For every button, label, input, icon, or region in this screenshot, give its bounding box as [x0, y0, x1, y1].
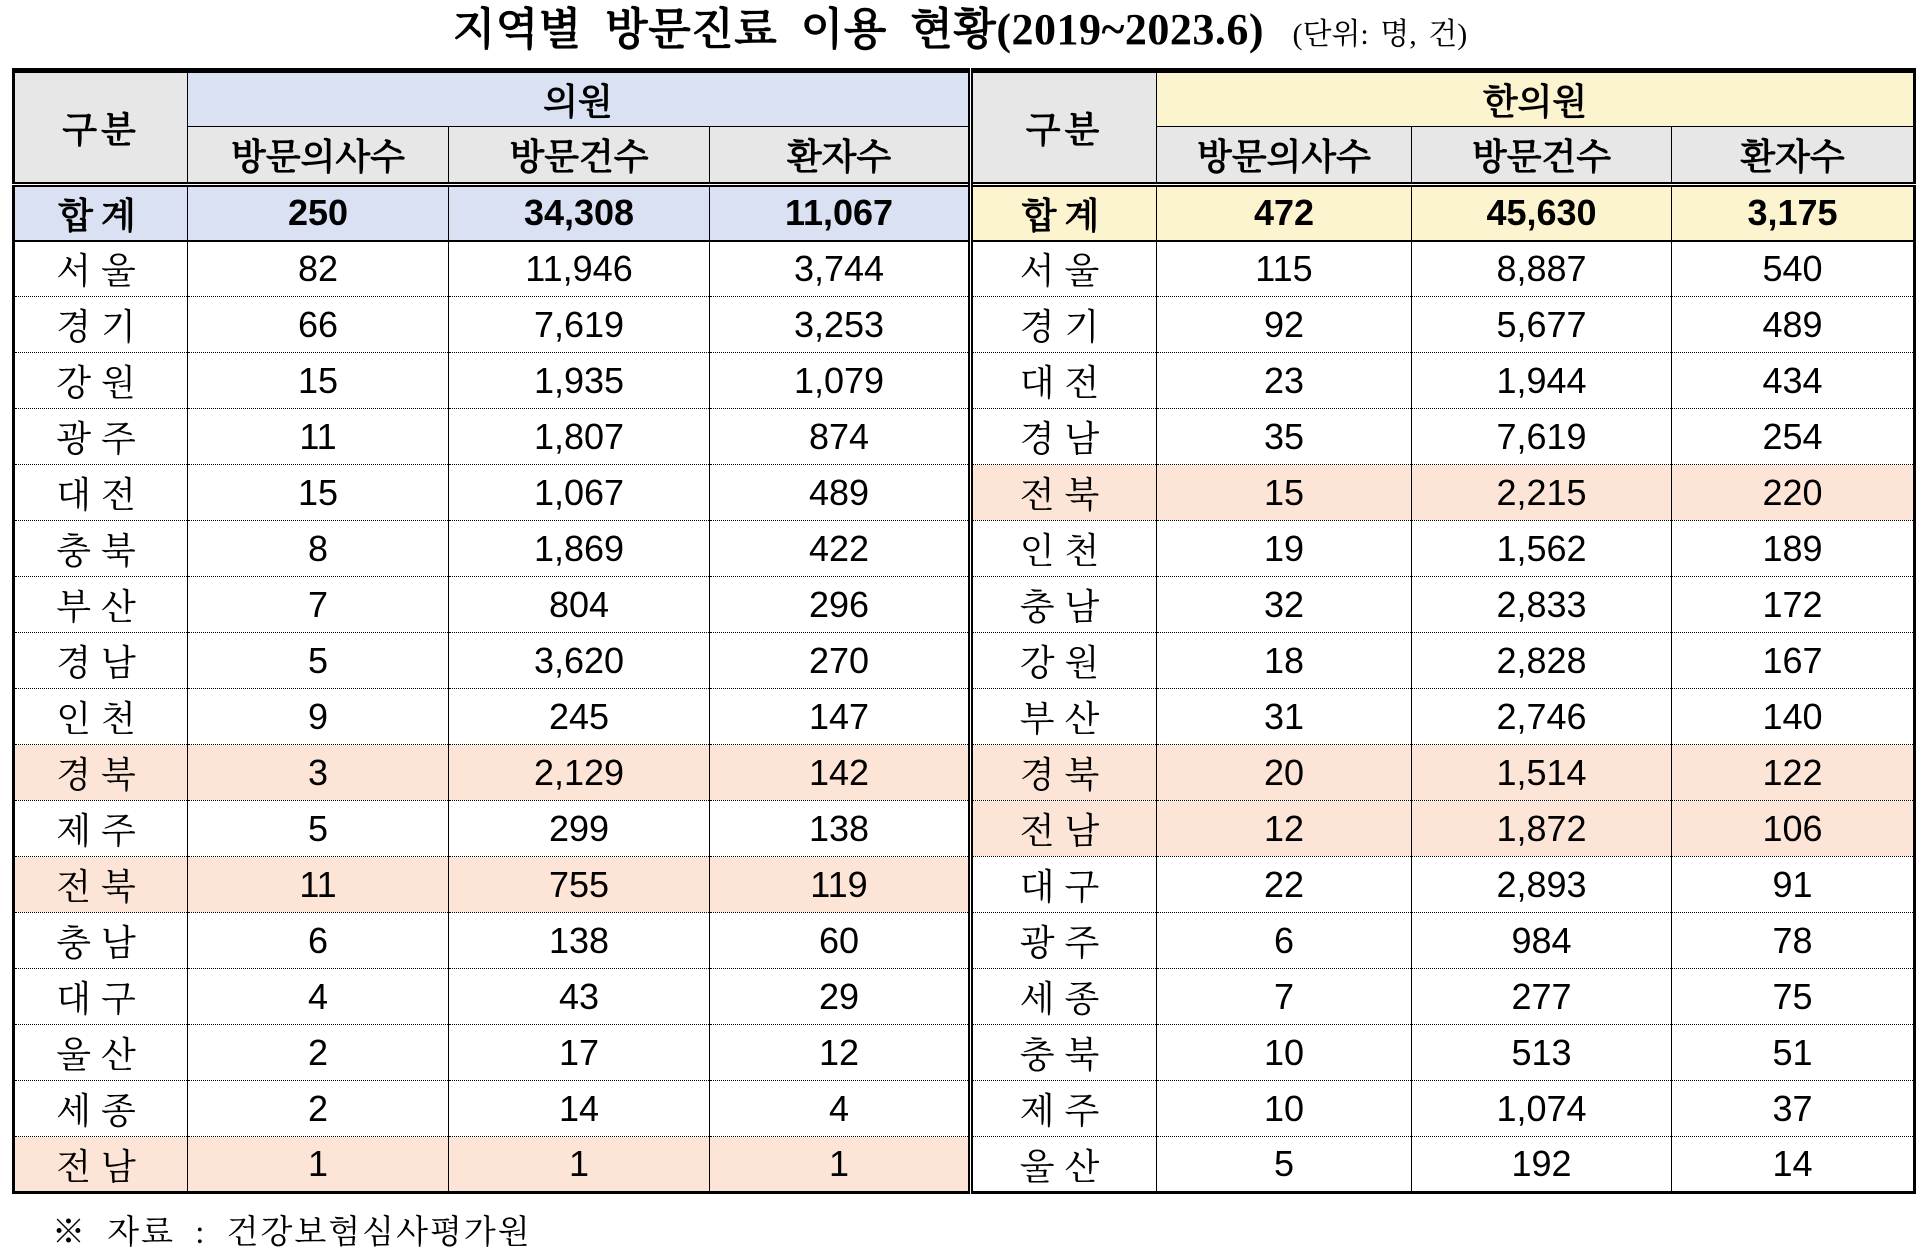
right-patient-count-cell: 189: [1672, 521, 1915, 577]
table-row: [14, 745, 1915, 801]
left-region-cell: 강원: [14, 353, 188, 409]
left-doctor-count-cell: 2: [188, 1081, 449, 1137]
right-patient-count-cell: 254: [1672, 409, 1915, 465]
right-doctor-count-cell: 15: [1157, 465, 1412, 521]
right-patient-count-cell: 91: [1672, 857, 1915, 913]
left-gubun-header: 구분: [14, 71, 188, 185]
table-row: [14, 241, 1915, 297]
right-visit-count-cell: 1,514: [1412, 745, 1672, 801]
right-region-cell: 인천: [971, 521, 1157, 577]
left-region-cell: 충북: [14, 521, 188, 577]
left-region-cell: 경남: [14, 633, 188, 689]
page-title: 지역별 방문진료 이용 현황(2019~2023.6): [452, 5, 1265, 54]
left-visit-count-header: 방문건수: [449, 127, 710, 185]
table-row: [14, 801, 1915, 857]
left-patient-count-cell: 874: [710, 409, 971, 465]
right-visit-count-cell: 1,562: [1412, 521, 1672, 577]
right-doctor-count-cell: 32: [1157, 577, 1412, 633]
right-doctor-count-cell: 7: [1157, 969, 1412, 1025]
left-patient-count-cell: 119: [710, 857, 971, 913]
right-patient-count-cell: 78: [1672, 913, 1915, 969]
right-region-cell: 경북: [971, 745, 1157, 801]
left-patient-count-cell: 1,079: [710, 353, 971, 409]
left-visit-count-cell: 804: [449, 577, 710, 633]
right-visit-count-cell: 2,828: [1412, 633, 1672, 689]
left-region-cell: 경기: [14, 297, 188, 353]
right-region-cell: 광주: [971, 913, 1157, 969]
left-total-patient-count: 11,067: [710, 185, 971, 241]
right-region-cell: 전북: [971, 465, 1157, 521]
right-patient-count-cell: 51: [1672, 1025, 1915, 1081]
right-visit-count-cell: 7,619: [1412, 409, 1672, 465]
left-doctor-count-cell: 2: [188, 1025, 449, 1081]
left-visit-count-cell: 245: [449, 689, 710, 745]
right-region-cell: 부산: [971, 689, 1157, 745]
left-patient-count-cell: 29: [710, 969, 971, 1025]
korean-medicine-group-header: 한의원: [1157, 71, 1915, 127]
left-region-cell: 대구: [14, 969, 188, 1025]
right-doctor-count-cell: 10: [1157, 1081, 1412, 1137]
right-total-label: 합계: [971, 185, 1157, 241]
left-region-cell: 인천: [14, 689, 188, 745]
left-doctor-count-cell: 1: [188, 1137, 449, 1193]
left-doctor-count-cell: 7: [188, 577, 449, 633]
right-patient-count-cell: 75: [1672, 969, 1915, 1025]
left-doctor-count-header: 방문의사수: [188, 127, 449, 185]
right-visit-count-cell: 5,677: [1412, 297, 1672, 353]
right-region-cell: 대구: [971, 857, 1157, 913]
left-region-cell: 전북: [14, 857, 188, 913]
table-row: [14, 1081, 1915, 1137]
right-visit-count-cell: 1,872: [1412, 801, 1672, 857]
left-region-cell: 부산: [14, 577, 188, 633]
left-visit-count-cell: 17: [449, 1025, 710, 1081]
right-visit-count-cell: 1,074: [1412, 1081, 1672, 1137]
right-doctor-count-cell: 20: [1157, 745, 1412, 801]
table-row: [14, 465, 1915, 521]
group-header-row: [14, 71, 1915, 127]
right-doctor-count-cell: 5: [1157, 1137, 1412, 1193]
left-visit-count-cell: 7,619: [449, 297, 710, 353]
table-row: [14, 409, 1915, 465]
left-patient-count-cell: 422: [710, 521, 971, 577]
left-visit-count-cell: 14: [449, 1081, 710, 1137]
right-region-cell: 대전: [971, 353, 1157, 409]
right-patient-count-cell: 489: [1672, 297, 1915, 353]
left-visit-count-cell: 299: [449, 801, 710, 857]
left-visit-count-cell: 1,067: [449, 465, 710, 521]
left-region-cell: 충남: [14, 913, 188, 969]
right-visit-count-cell: 2,746: [1412, 689, 1672, 745]
left-doctor-count-cell: 5: [188, 801, 449, 857]
right-doctor-count-cell: 6: [1157, 913, 1412, 969]
source-note: ※ 자료 : 건강보험심사평가원: [52, 1215, 532, 1251]
table-row: [14, 633, 1915, 689]
right-visit-count-cell: 192: [1412, 1137, 1672, 1193]
left-visit-count-cell: 1,935: [449, 353, 710, 409]
left-patient-count-cell: 60: [710, 913, 971, 969]
right-visit-count-cell: 8,887: [1412, 241, 1672, 297]
left-region-cell: 전남: [14, 1137, 188, 1193]
right-gubun-header: 구분: [971, 71, 1157, 185]
left-doctor-count-cell: 9: [188, 689, 449, 745]
left-doctor-count-cell: 82: [188, 241, 449, 297]
right-patient-count-header: 환자수: [1672, 127, 1915, 185]
right-doctor-count-cell: 10: [1157, 1025, 1412, 1081]
table-row: [14, 857, 1915, 913]
left-region-cell: 서울: [14, 241, 188, 297]
right-visit-count-cell: 1,944: [1412, 353, 1672, 409]
left-doctor-count-cell: 66: [188, 297, 449, 353]
left-visit-count-cell: 138: [449, 913, 710, 969]
left-patient-count-cell: 142: [710, 745, 971, 801]
left-doctor-count-cell: 11: [188, 409, 449, 465]
right-total-doctor-count: 472: [1157, 185, 1412, 241]
table-row: [14, 689, 1915, 745]
left-patient-count-cell: 138: [710, 801, 971, 857]
left-visit-count-cell: 1,807: [449, 409, 710, 465]
right-visit-count-cell: 2,215: [1412, 465, 1672, 521]
left-patient-count-header: 환자수: [710, 127, 971, 185]
right-patient-count-cell: 540: [1672, 241, 1915, 297]
left-doctor-count-cell: 6: [188, 913, 449, 969]
right-patient-count-cell: 140: [1672, 689, 1915, 745]
right-doctor-count-cell: 23: [1157, 353, 1412, 409]
table-row: [14, 913, 1915, 969]
right-region-cell: 경남: [971, 409, 1157, 465]
right-patient-count-cell: 37: [1672, 1081, 1915, 1137]
left-region-cell: 경북: [14, 745, 188, 801]
column-header-row: [14, 127, 1915, 185]
right-visit-count-cell: 984: [1412, 913, 1672, 969]
table-row: [14, 1025, 1915, 1081]
table-row: [14, 521, 1915, 577]
left-total-doctor-count: 250: [188, 185, 449, 241]
right-region-cell: 충남: [971, 577, 1157, 633]
left-patient-count-cell: 296: [710, 577, 971, 633]
right-patient-count-cell: 220: [1672, 465, 1915, 521]
right-visit-count-cell: 513: [1412, 1025, 1672, 1081]
regional-visit-care-table: [12, 68, 1916, 1194]
left-region-cell: 세종: [14, 1081, 188, 1137]
right-doctor-count-cell: 19: [1157, 521, 1412, 577]
right-patient-count-cell: 14: [1672, 1137, 1915, 1193]
left-region-cell: 제주: [14, 801, 188, 857]
left-patient-count-cell: 12: [710, 1025, 971, 1081]
left-patient-count-cell: 147: [710, 689, 971, 745]
right-patient-count-cell: 434: [1672, 353, 1915, 409]
right-doctor-count-cell: 22: [1157, 857, 1412, 913]
left-patient-count-cell: 1: [710, 1137, 971, 1193]
table-row: [14, 577, 1915, 633]
left-doctor-count-cell: 4: [188, 969, 449, 1025]
right-patient-count-cell: 172: [1672, 577, 1915, 633]
left-doctor-count-cell: 15: [188, 353, 449, 409]
left-total-visit-count: 34,308: [449, 185, 710, 241]
left-patient-count-cell: 3,744: [710, 241, 971, 297]
right-doctor-count-cell: 35: [1157, 409, 1412, 465]
right-doctor-count-cell: 18: [1157, 633, 1412, 689]
clinic-group-header: 의원: [188, 71, 971, 127]
table-row: [14, 969, 1915, 1025]
left-doctor-count-cell: 8: [188, 521, 449, 577]
right-doctor-count-cell: 115: [1157, 241, 1412, 297]
left-patient-count-cell: 270: [710, 633, 971, 689]
right-region-cell: 세종: [971, 969, 1157, 1025]
left-visit-count-cell: 1: [449, 1137, 710, 1193]
right-region-cell: 충북: [971, 1025, 1157, 1081]
right-visit-count-cell: 2,893: [1412, 857, 1672, 913]
right-doctor-count-header: 방문의사수: [1157, 127, 1412, 185]
unit-label: (단위: 명, 건): [1292, 18, 1468, 51]
left-doctor-count-cell: 15: [188, 465, 449, 521]
left-doctor-count-cell: 5: [188, 633, 449, 689]
right-patient-count-cell: 167: [1672, 633, 1915, 689]
right-doctor-count-cell: 12: [1157, 801, 1412, 857]
right-region-cell: 경기: [971, 297, 1157, 353]
table-row: [14, 353, 1915, 409]
right-region-cell: 전남: [971, 801, 1157, 857]
left-region-cell: 울산: [14, 1025, 188, 1081]
right-patient-count-cell: 106: [1672, 801, 1915, 857]
right-visit-count-cell: 2,833: [1412, 577, 1672, 633]
left-doctor-count-cell: 3: [188, 745, 449, 801]
left-visit-count-cell: 43: [449, 969, 710, 1025]
right-region-cell: 울산: [971, 1137, 1157, 1193]
left-total-label: 합계: [14, 185, 188, 241]
right-patient-count-cell: 122: [1672, 745, 1915, 801]
left-visit-count-cell: 11,946: [449, 241, 710, 297]
left-visit-count-cell: 755: [449, 857, 710, 913]
right-region-cell: 서울: [971, 241, 1157, 297]
left-patient-count-cell: 3,253: [710, 297, 971, 353]
left-doctor-count-cell: 11: [188, 857, 449, 913]
left-visit-count-cell: 2,129: [449, 745, 710, 801]
right-visit-count-header: 방문건수: [1412, 127, 1672, 185]
table-row: [14, 1137, 1915, 1193]
right-region-cell: 강원: [971, 633, 1157, 689]
right-total-visit-count: 45,630: [1412, 185, 1672, 241]
left-region-cell: 광주: [14, 409, 188, 465]
right-doctor-count-cell: 92: [1157, 297, 1412, 353]
total-row: [14, 185, 1915, 241]
left-region-cell: 대전: [14, 465, 188, 521]
title-block: [0, 0, 1920, 64]
right-total-patient-count: 3,175: [1672, 185, 1915, 241]
left-visit-count-cell: 3,620: [449, 633, 710, 689]
right-visit-count-cell: 277: [1412, 969, 1672, 1025]
right-doctor-count-cell: 31: [1157, 689, 1412, 745]
right-region-cell: 제주: [971, 1081, 1157, 1137]
table-row: [14, 297, 1915, 353]
left-patient-count-cell: 4: [710, 1081, 971, 1137]
left-visit-count-cell: 1,869: [449, 521, 710, 577]
left-patient-count-cell: 489: [710, 465, 971, 521]
